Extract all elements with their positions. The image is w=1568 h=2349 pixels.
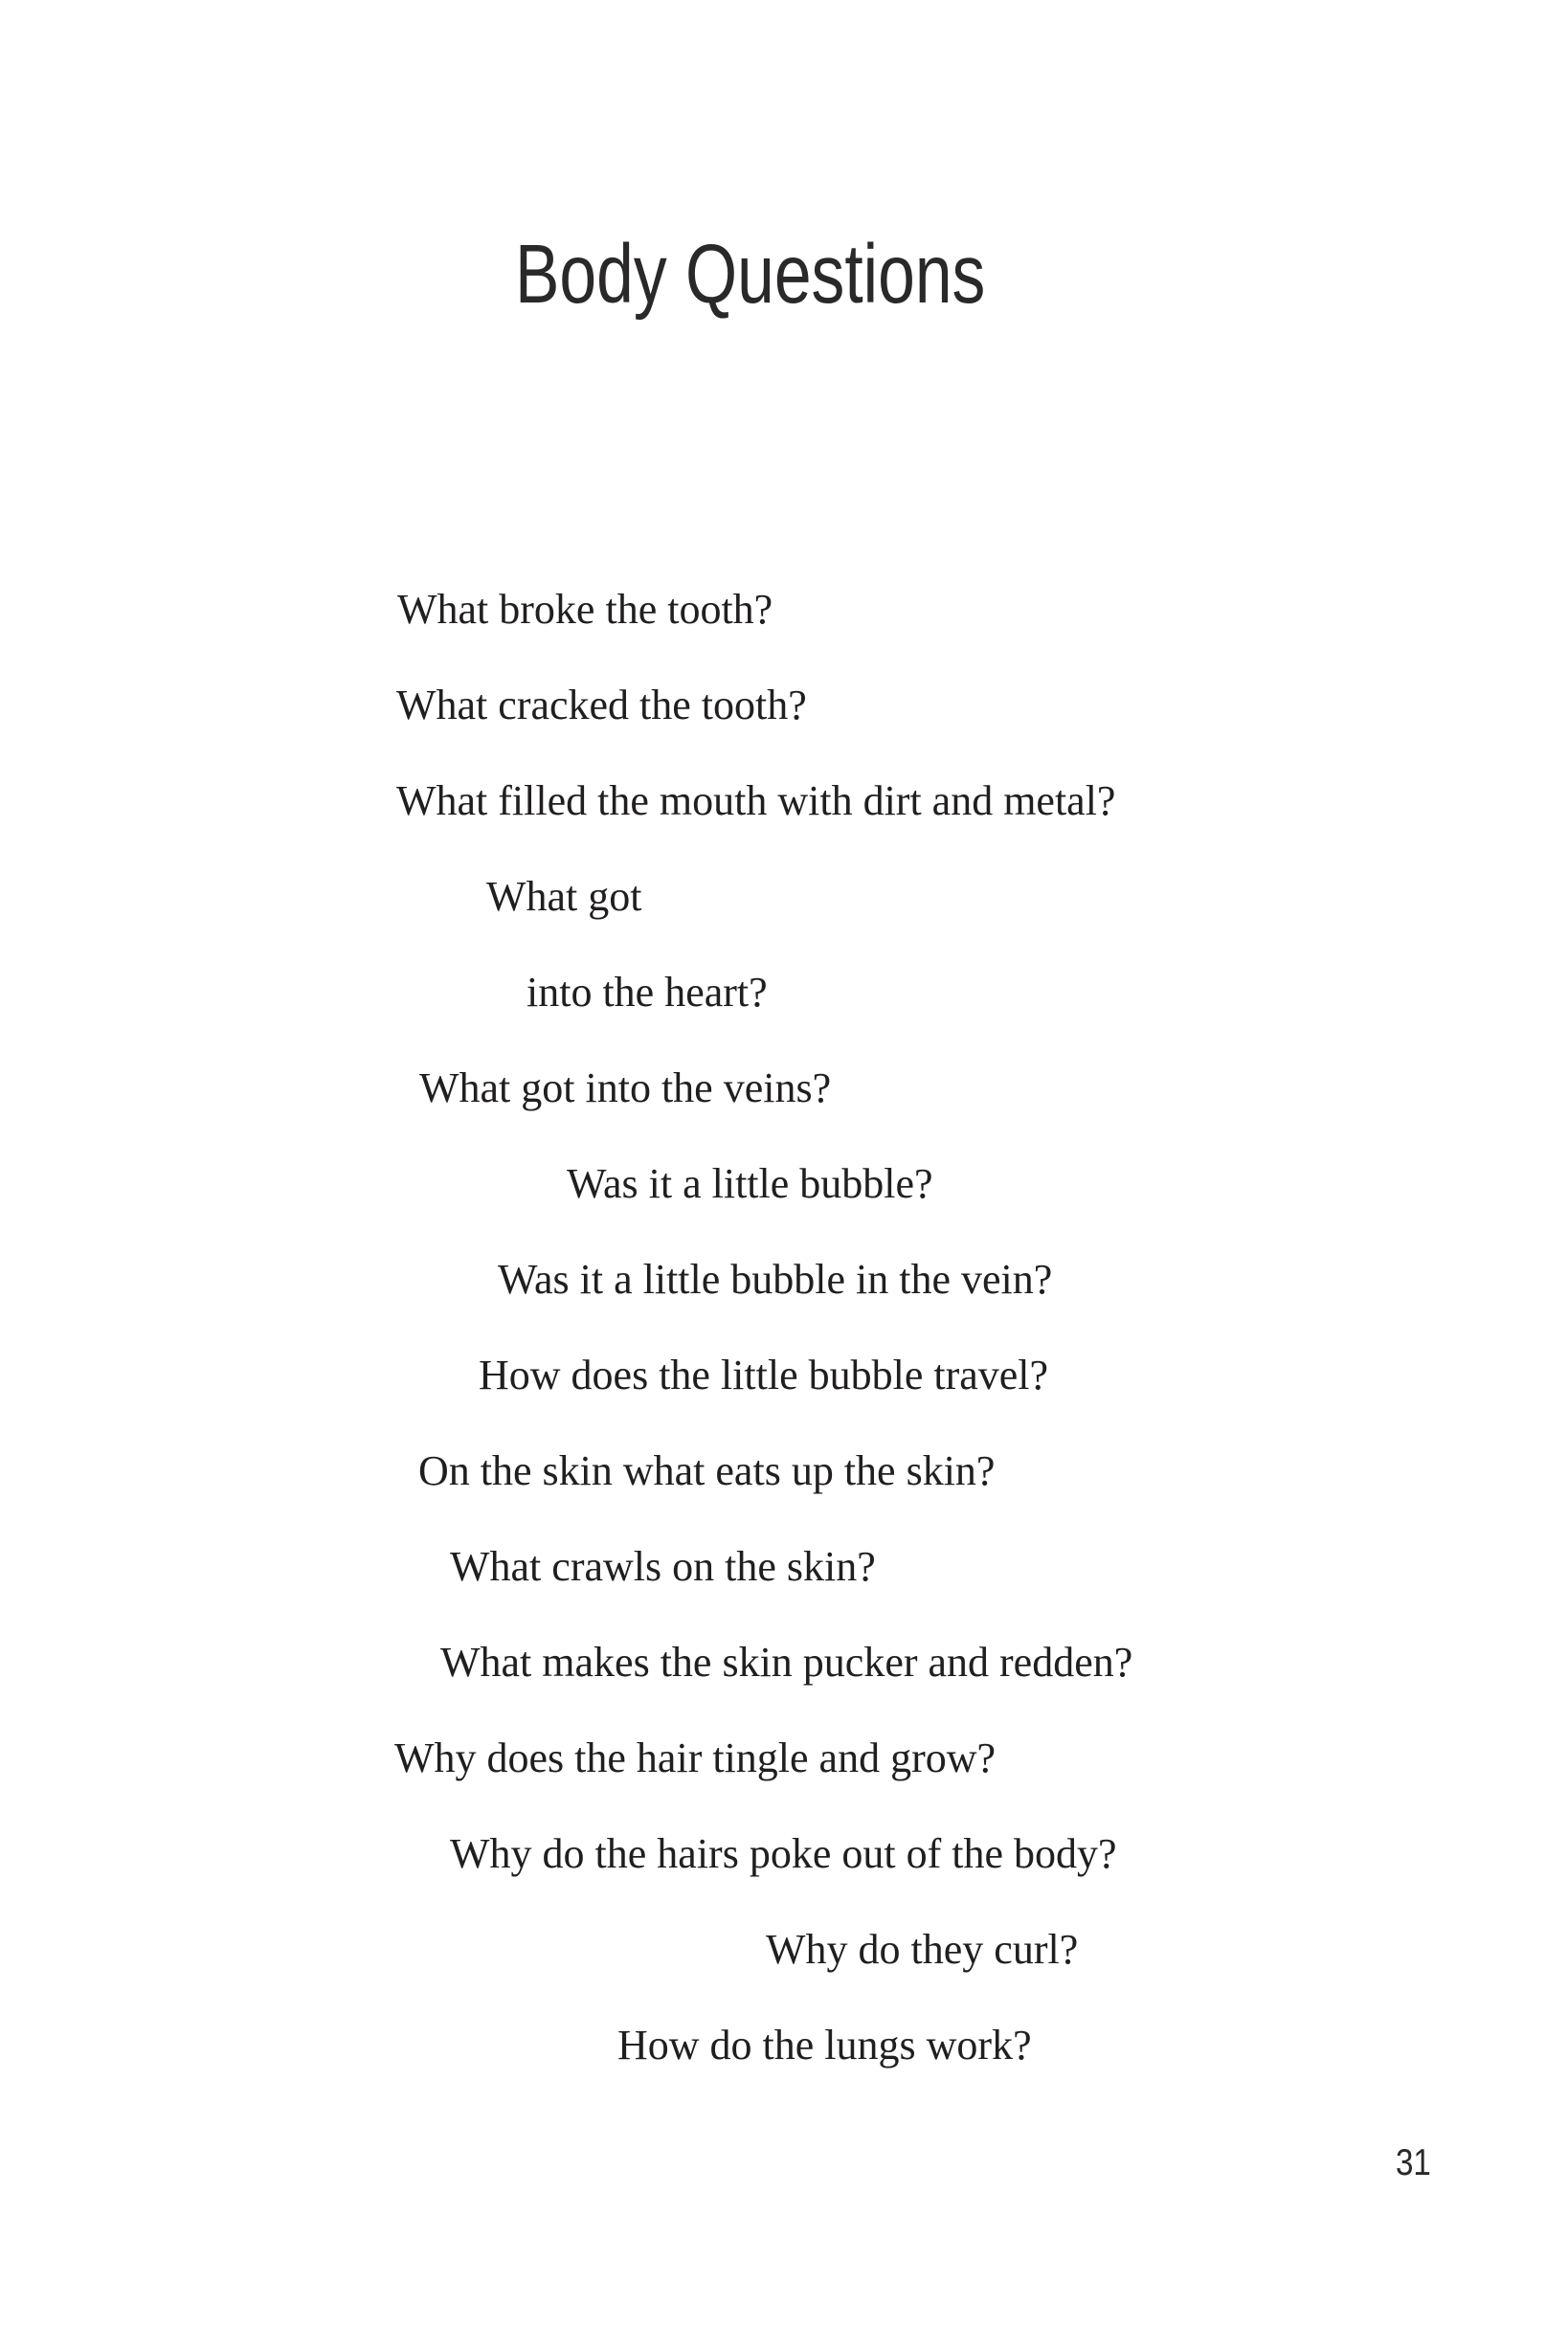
poem-line: How does the little bubble travel? [479,1352,1049,1398]
poem-line: Why does the hair tingle and grow? [394,1734,997,1781]
poem-line: Was it a little bubble? [567,1160,933,1207]
poem-line: How do the lungs work? [617,2022,1032,2069]
poem-line: What makes the skin pucker and redden? [440,1639,1133,1686]
poem-line: What got into the veins? [419,1064,832,1111]
poem-line: into the heart? [526,969,768,1016]
poem-line: What broke the tooth? [397,586,773,633]
poem-line: Was it a little bubble in the vein? [498,1256,1053,1303]
poem [0,562,1568,2093]
poem-line: Why do the hairs poke out of the body? [450,1830,1117,1877]
poem-line: What filled the mouth with dirt and metal? [396,777,1116,824]
page-number: 31 [1396,2142,1431,2183]
poem-line: What cracked the tooth? [396,682,807,728]
poem-line: Why do they curl? [766,1926,1079,1973]
poem-line: What got [486,873,642,920]
poem-line: On the skin what eats up the skin? [418,1447,996,1494]
poem-line: What crawls on the skin? [450,1543,876,1590]
page-title: Body Questions [515,228,986,321]
